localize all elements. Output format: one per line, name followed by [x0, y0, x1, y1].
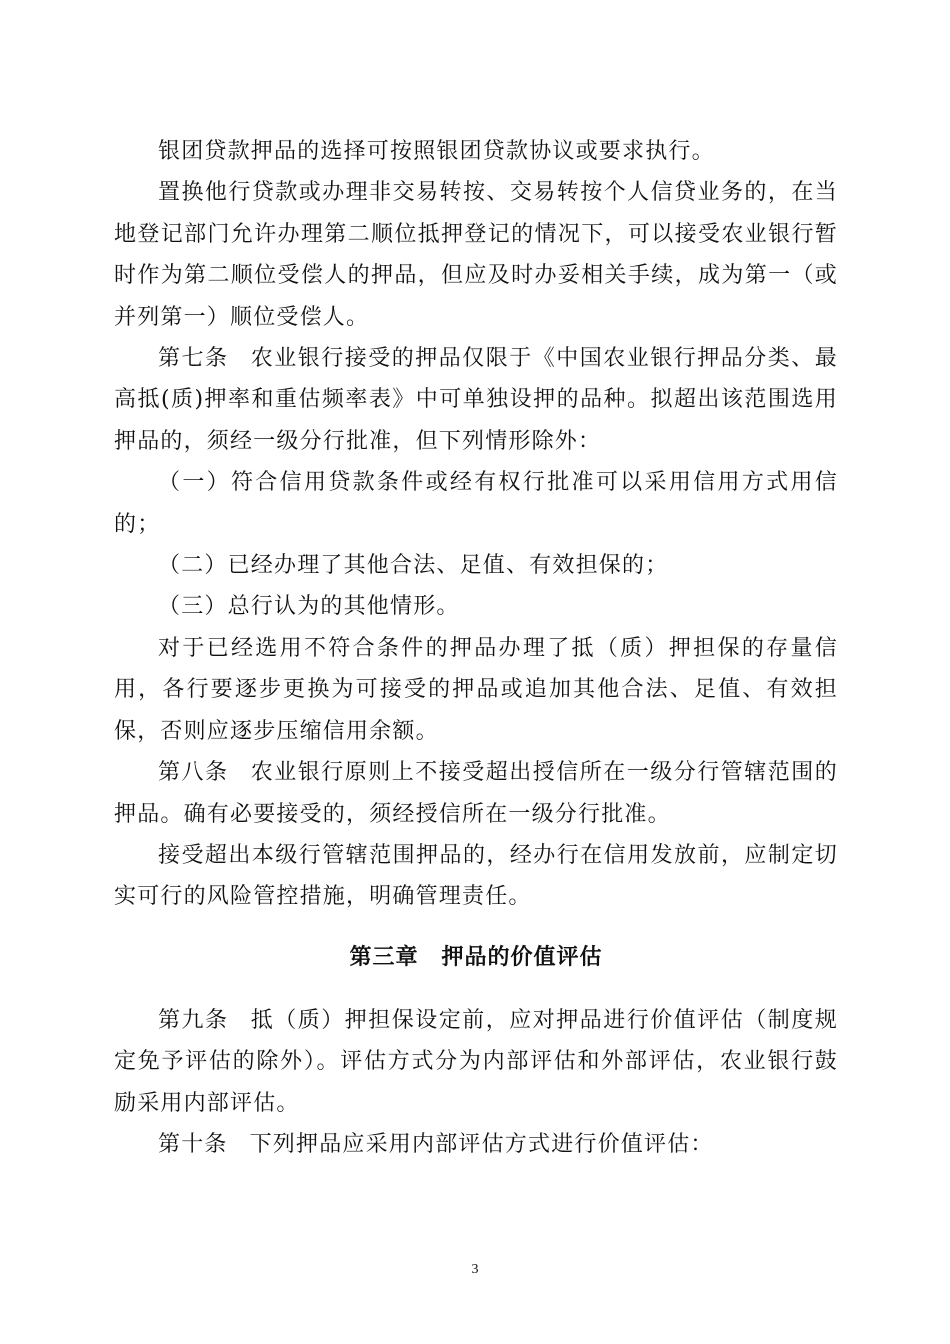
paragraph-text: 抵（质）押担保设定前，应对押品进行价值评估（制度规定免予评估的除外）。评估方式分为内部评估和外部评估，农业银行鼓励采用内部评估。 — [114, 1007, 838, 1116]
paragraph-text: （三）总行认为的其他情形。 — [158, 594, 460, 620]
article-7 — [114, 338, 838, 462]
paragraph-text: 下列押品应采用内部评估方式进行价值评估： — [249, 1131, 714, 1157]
paragraph-text: 对于已经选用不符合条件的押品办理了抵（质）押担保的存量信用，各行要逐步更换为可接受的押品或追加其他合法、足值、有效担保，否则应逐步压缩信用余额。 — [114, 635, 838, 744]
article-label: 第九条 — [158, 1007, 229, 1033]
paragraph-text: 农业银行接受的押品仅限于《中国农业银行押品分类、最高抵(质)押率和重估频率表》中可单独设押的品种。拟超出该范围选用押品的，须经一级分行批准，但下列情形除外： — [114, 346, 838, 454]
document-body — [114, 131, 838, 1165]
paragraph-text: 接受超出本级行管辖范围押品的，经办行在信用发放前，应制定切实可行的风险管控措施，明确管理责任。 — [114, 842, 838, 910]
list-item-3 — [114, 586, 838, 627]
article-9 — [114, 1000, 838, 1124]
paragraph-refinance — [114, 172, 838, 338]
chapter-title: 第三章 押品的价值评估 — [349, 944, 603, 970]
article-label: 第七条 — [158, 346, 229, 372]
list-item-1 — [114, 462, 838, 545]
paragraph-text: 农业银行原则上不接受超出授信所在一级分行管辖范围的押品。确有必要接受的，须经授信所在一级分行批准。 — [114, 760, 838, 827]
paragraph-risk-control — [114, 835, 838, 918]
paragraph-text: （二）已经办理了其他合法、足值、有效担保的； — [158, 553, 669, 579]
article-label: 第八条 — [158, 760, 229, 786]
article-label: 第十条 — [158, 1131, 228, 1157]
page-number: 3 — [471, 1262, 479, 1277]
paragraph-existing-credit — [114, 628, 838, 752]
paragraph-text: 置换他行贷款或办理非交易转按、交易转按个人信贷业务的，在当地登记部门允许办理第二顺位抵押登记的情况下，可以接受农业银行暂时作为第二顺位受偿人的押品，但应及时办妥相关手续，成为第一（或并列第一）顺位受偿人。 — [114, 180, 838, 330]
paragraph-text: （一）符合信用贷款条件或经有权行批准可以采用信用方式用信的； — [114, 470, 838, 537]
article-10 — [114, 1124, 838, 1165]
paragraph-syndicated-loan — [114, 131, 838, 172]
article-8 — [114, 752, 838, 835]
list-item-2 — [114, 545, 838, 586]
paragraph-text: 银团贷款押品的选择可按照银团贷款协议或要求执行。 — [158, 139, 715, 164]
